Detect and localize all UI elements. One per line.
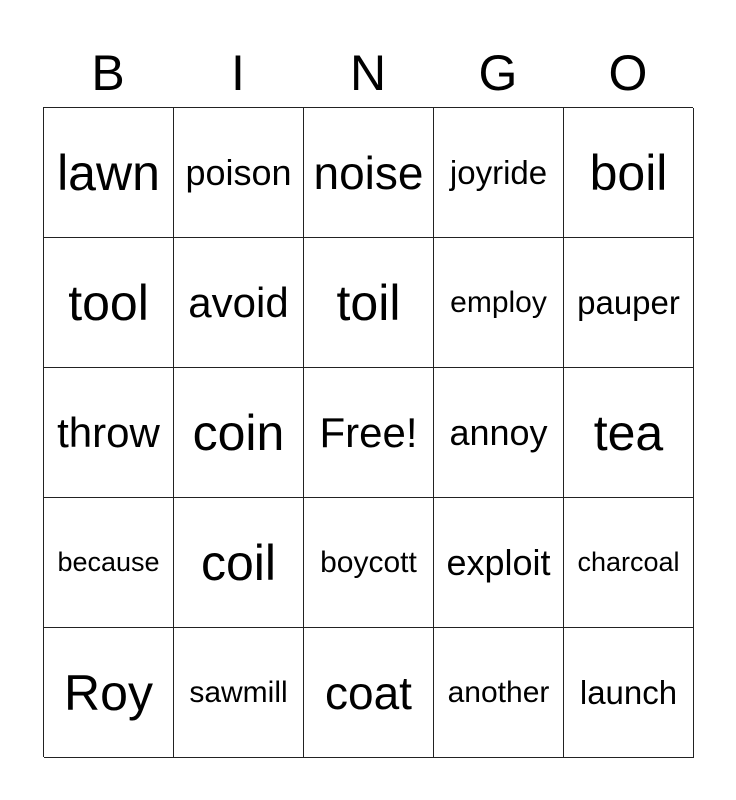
bingo-cell[interactable]: Roy — [44, 628, 174, 758]
bingo-cell[interactable]: because — [44, 498, 174, 628]
bingo-cell[interactable]: coin — [174, 368, 304, 498]
bingo-cell[interactable]: tea — [564, 368, 694, 498]
bingo-cell[interactable]: employ — [434, 238, 564, 368]
bingo-cell[interactable]: boil — [564, 108, 694, 238]
bingo-cell[interactable]: boycott — [304, 498, 434, 628]
bingo-cell[interactable]: poison — [174, 108, 304, 238]
header-letter-b: B — [91, 45, 125, 101]
bingo-cell-free[interactable]: Free! — [304, 368, 434, 498]
bingo-cell[interactable]: sawmill — [174, 628, 304, 758]
header-letter-o: O — [608, 45, 648, 101]
bingo-cell[interactable]: pauper — [564, 238, 694, 368]
bingo-cell[interactable]: exploit — [434, 498, 564, 628]
header-letter-g: G — [478, 45, 518, 101]
bingo-cell[interactable]: annoy — [434, 368, 564, 498]
bingo-cell[interactable]: noise — [304, 108, 434, 238]
bingo-cell[interactable]: charcoal — [564, 498, 694, 628]
header-letter-n: N — [349, 45, 387, 101]
bingo-board — [43, 107, 693, 757]
bingo-cell[interactable]: throw — [44, 368, 174, 498]
bingo-cell[interactable]: another — [434, 628, 564, 758]
bingo-cell[interactable]: lawn — [44, 108, 174, 238]
bingo-cell[interactable]: coat — [304, 628, 434, 758]
bingo-cell[interactable]: joyride — [434, 108, 564, 238]
bingo-cell[interactable]: avoid — [174, 238, 304, 368]
bingo-cell[interactable]: launch — [564, 628, 694, 758]
bingo-cell[interactable]: tool — [44, 238, 174, 368]
bingo-cell[interactable]: toil — [304, 238, 434, 368]
header-letter-i: I — [231, 45, 245, 101]
bingo-cell[interactable]: coil — [174, 498, 304, 628]
bingo-header — [43, 40, 693, 106]
